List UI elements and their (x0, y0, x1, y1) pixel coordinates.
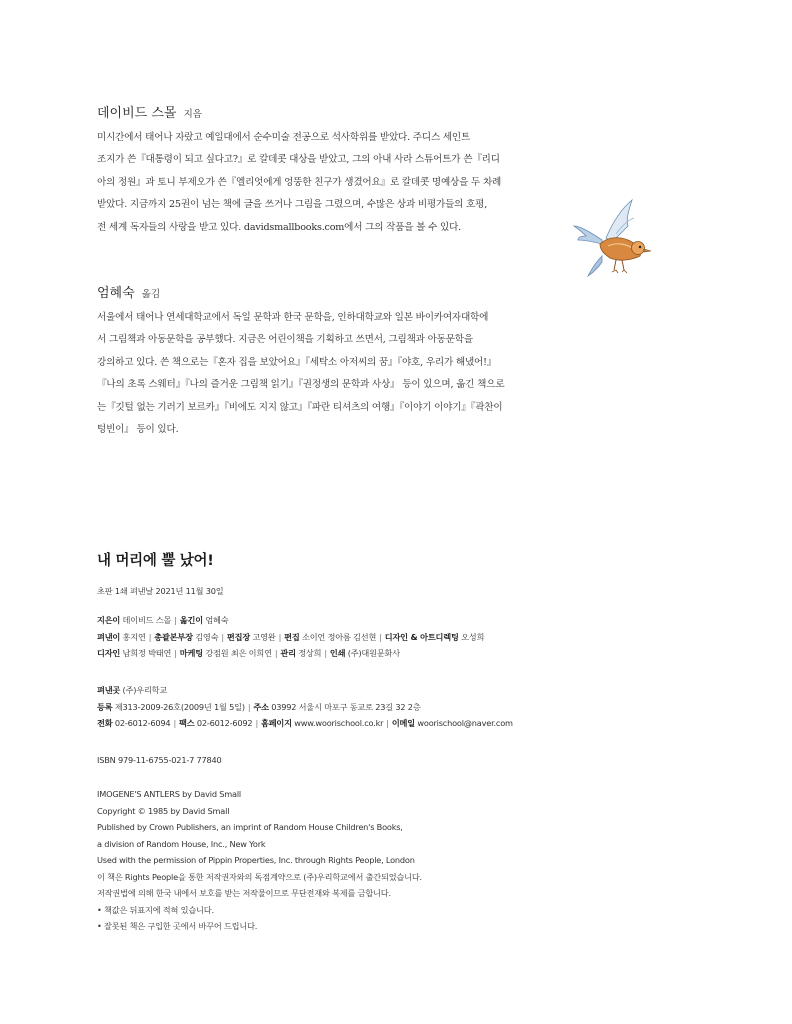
first-edition (97, 586, 223, 597)
credit-label: 옮긴이 (179, 615, 203, 625)
publisher-info (97, 682, 513, 732)
bio-line: 강의하고 있다. 쓴 책으로는『혼자 집을 보았어요』『세탁소 아저씨의 꿈』『야호, 우리가 해냈어!』 (97, 356, 497, 368)
credit-value: (주)대원문화사 (347, 648, 400, 658)
credit-value: 강점원 최은 이희연 (205, 648, 272, 658)
author-heading (97, 102, 501, 121)
credits (97, 612, 484, 662)
publisher-label: 이메일 (391, 718, 415, 728)
bio-line: 는『깃털 없는 기러기 보르카』『비에도 지지 않고』『파란 티셔츠의 여행』『이야기 이야기』『곽찬이 (97, 401, 503, 413)
author-section (97, 102, 501, 239)
publisher-label: 주소 (253, 701, 269, 712)
translator-name: 엄혜숙 (97, 286, 135, 301)
first-edition-text: 초판 1쇄 펴낸날 2021년 11월 30일 (97, 586, 224, 596)
credits-line (97, 612, 484, 629)
separator: | (221, 631, 224, 642)
separator: | (324, 648, 327, 658)
credit-label: 펴낸이 (97, 631, 121, 642)
credit-value: 엄혜숙 (205, 615, 229, 625)
bio-line: 아의 정원』과 토니 부제오가 쓴『엘리엇에게 엉뚱한 친구가 생겼어요』로 칼데콧 명예상을 두 차례 (97, 176, 502, 188)
translator-heading (97, 282, 504, 301)
rights-line: • 책값은 뒤표지에 적혀 있습니다. (97, 904, 214, 915)
publisher-label: 전화 (97, 718, 113, 728)
publisher-line (97, 699, 513, 716)
separator: | (174, 648, 177, 658)
bio-line: 텅빈이』 등이 있다. (97, 424, 179, 436)
publisher-line (97, 715, 513, 732)
isbn (97, 755, 222, 765)
isbn-text: ISBN 979-11-6755-021-7 77840 (97, 755, 222, 765)
credit-label: 디자인 & 아트디렉팅 (384, 631, 459, 642)
bio-line: 미시간에서 태어나 자랐고 예일대에서 순수미술 전공으로 석사학위를 받았다. 주디스 세인트 (97, 132, 471, 143)
separator: | (278, 631, 282, 642)
book-title-text: 내 머리에 뿔 났어! (97, 553, 214, 569)
separator: | (386, 718, 389, 728)
separator: | (274, 648, 278, 658)
credit-label: 인쇄 (329, 648, 346, 658)
homepage-value: www.woorischool.co.kr (294, 718, 384, 728)
bird-illustration (572, 196, 654, 284)
rights-line: IMOGENE'S ANTLERS by David Small (97, 789, 241, 799)
publisher-label: 팩스 (179, 718, 195, 728)
credit-label: 지은이 (97, 615, 121, 625)
rights-line: • 잘못된 책은 구입한 곳에서 바꾸어 드립니다. (97, 921, 258, 931)
bio-line: 전 세계 독자들의 사랑을 받고 있다. davidsmallbooks.com에서 그의 작품을 볼 수 있다. (97, 221, 462, 233)
publisher-label: 홈페이지 (261, 718, 292, 728)
credit-label: 디자인 (97, 648, 121, 658)
credit-label: 편집 (284, 631, 300, 642)
credit-value: 정상희 (298, 648, 322, 658)
credit-label: 마케팅 (179, 648, 203, 658)
credit-label: 관리 (280, 648, 296, 658)
separator: | (255, 718, 258, 728)
credits-line (97, 629, 484, 646)
credit-label: 편집장 (226, 631, 251, 642)
separator: | (173, 718, 176, 728)
publisher-value: 02-6012-6094 (114, 718, 171, 728)
publisher-line (97, 682, 513, 699)
rights-line: 저작권법에 의해 한국 내에서 보호를 받는 저작물이므로 무단전재와 복제를 금합니다. (97, 888, 391, 898)
publisher-label: 등록 (97, 701, 113, 712)
publisher-value: 03992 서울시 마포구 동교로 23길 32 2층 (271, 701, 421, 712)
bio-line: 서울에서 태어나 연세대학교에서 독일 문학과 한국 문학을, 인하대학교와 일본 바이카여자대학에 (97, 312, 489, 323)
separator: | (379, 631, 382, 642)
credit-value: 홍지연 (122, 631, 146, 642)
credit-value: 김영숙 (195, 631, 219, 642)
author-role: 지음 (183, 109, 202, 120)
rights-line: Published by Crown Publishers, an imprint of Random House Children's Books, (97, 822, 403, 832)
author-name: 데이비드 스몰 (97, 106, 177, 121)
separator: | (148, 631, 152, 642)
credit-value: 남희정 박태연 (122, 648, 172, 658)
translator-bio (97, 307, 504, 441)
rights-line: Used with the permission of Pippin Properties, Inc. through Rights People, London (97, 855, 415, 865)
bio-line: 받았다. 지금까지 25권이 넘는 책에 글을 쓰거나 그림을 그렸으며, 수많은 상과 비평가들의 호평, (97, 199, 488, 211)
rights-info (97, 786, 422, 935)
rights-line: a division of Random House, Inc., New York (97, 838, 266, 849)
translator-section (97, 282, 504, 441)
publisher-value: (주)우리학교 (122, 685, 168, 695)
credit-value: 오성희 (461, 631, 485, 642)
separator: | (174, 615, 177, 625)
credit-label: 총괄본부장 (154, 631, 193, 642)
credit-value: 고영완 (252, 631, 276, 642)
bio-line: 조지가 쓴『대통령이 되고 싶다고?』로 칼데콧 대상을 받았고, 그의 아내 사라 스튜어트가 쓴『리디 (97, 154, 500, 166)
email-value: woorischool@naver.com (417, 718, 513, 728)
book-title (97, 549, 214, 570)
credit-value: 데이비드 스몰 (122, 615, 172, 625)
author-bio (97, 127, 501, 239)
bio-line: 서 그림책과 아동문학을 공부했다. 지금은 어린이책을 기획하고 쓰면서, 그림책과 아동문학을 (97, 334, 473, 346)
credit-value: 소이언 정아름 김선현 (301, 631, 377, 642)
rights-line: Copyright © 1985 by David Small (97, 805, 230, 816)
publisher-value: 02-6012-6092 (196, 718, 253, 728)
publisher-label: 펴낸곳 (97, 685, 121, 695)
translator-role: 옮김 (141, 289, 161, 300)
separator: | (247, 701, 251, 712)
credits-line (97, 645, 484, 662)
rights-line: 이 책은 Rights People을 통한 저작권자와의 독점계약으로 (주)우리학교에서 출간되었습니다. (97, 871, 422, 882)
publisher-value: 제313-2009-26호(2009년 1월 5일) (114, 701, 245, 712)
bio-line: 『나의 초록 스웨터』『나의 즐거운 그림책 읽기』『권정생의 문학과 사상』 등이 있으며, 옮긴 책으로 (97, 379, 505, 391)
